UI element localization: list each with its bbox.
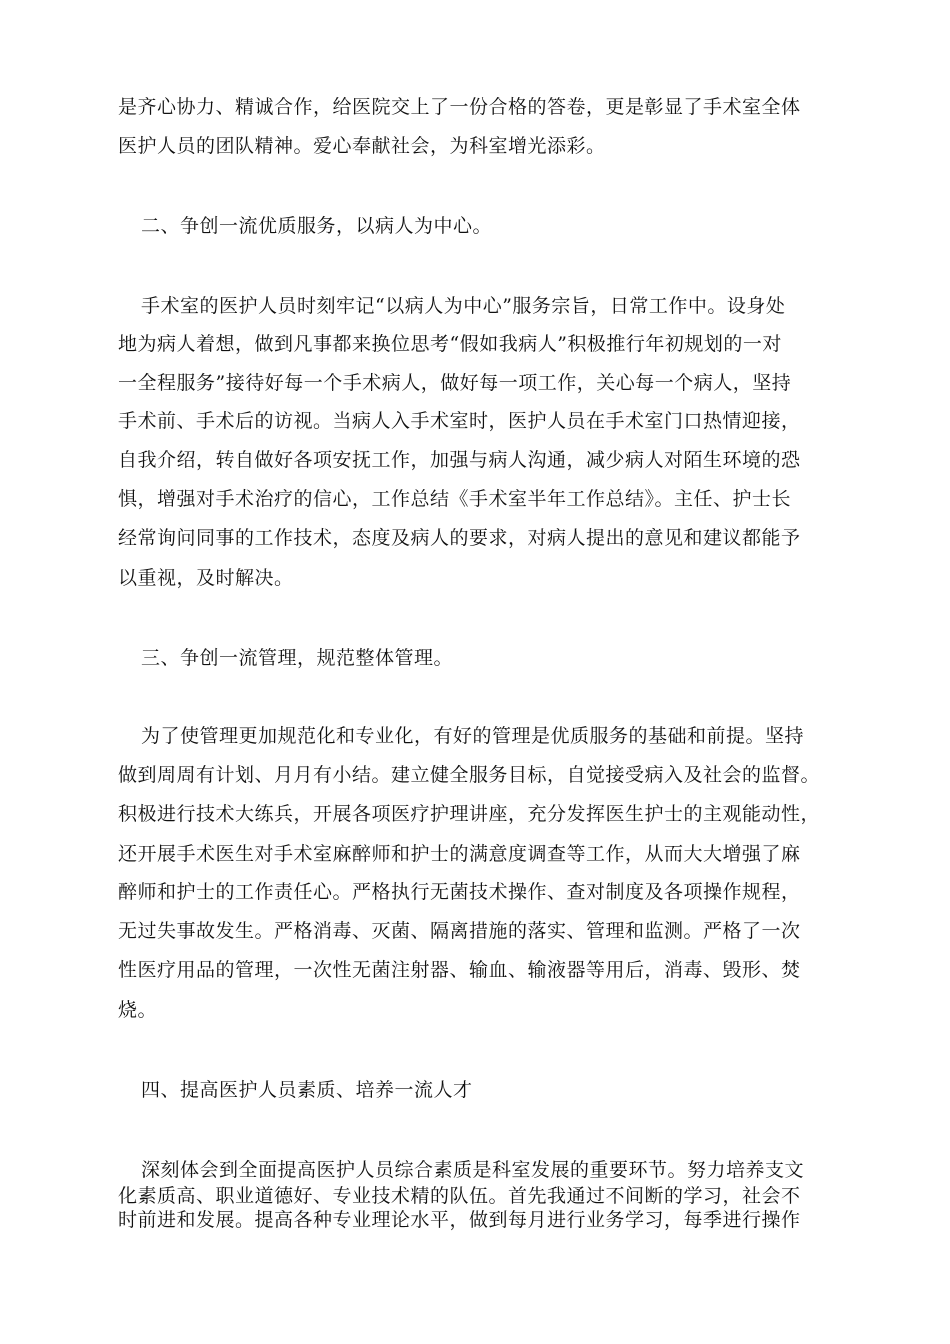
body-text-line: 积极进行技术大练兵，开展各项医疗护理讲座，充分发挥医生护士的主观能动性， — [118, 803, 821, 825]
body-text-line: 性医疗用品的管理，一次性无菌注射器、输血、输液器等用后，消毒、毁形、焚 — [118, 959, 801, 981]
body-text-line: 做到周周有计划、月月有小结。建立健全服务目标，自觉接受病入及社会的监督。 — [118, 764, 821, 786]
section-heading: 四、提高医护人员素质、培养一流人才 — [141, 1079, 473, 1101]
body-text-line: 经常询问同事的工作技术，态度及病人的要求，对病人提出的意见和建议都能予 — [118, 527, 801, 549]
body-text-line: 医护人员的团队精神。爱心奉献社会，为科室增光添彩。 — [118, 135, 606, 157]
section-heading: 二、争创一流优质服务，以病人为中心。 — [141, 215, 493, 237]
body-text-line: 自我介绍，转自做好各项安抚工作，加强与病人沟通，减少病人对陌生环境的恐 — [118, 449, 801, 471]
body-text-line: 是齐心协力、精诚合作，给医院交上了一份合格的答卷，更是彰显了手术室全体 — [118, 96, 801, 118]
section-heading: 三、争创一流管理，规范整体管理。 — [141, 647, 454, 669]
body-text-line: 无过失事故发生。严格消毒、灭菌、隔离措施的落实、管理和监测。严格了一次 — [118, 920, 801, 942]
body-text-line: 深刻体会到全面提高医护人员综合素质是科室发展的重要环节。努力培养支文 — [141, 1159, 805, 1181]
body-text-line: 还开展手术医生对手术室麻醉师和护士的满意度调查等工作，从而大大增强了麻 — [118, 843, 801, 865]
body-text-line: 烧。 — [118, 999, 158, 1021]
body-text-line: 以重视，及时解决。 — [118, 567, 294, 589]
body-text-line: 为了使管理更加规范化和专业化，有好的管理是优质服务的基础和前提。坚持 — [141, 725, 805, 747]
body-text-line: 醉师和护士的工作责任心。严格执行无菌技术操作、查对制度及各项操作规程， — [118, 881, 801, 903]
body-text-line: 手术室的医护人员时刻牢记“以病人为中心”服务宗旨，日常工作中。设身处 — [141, 295, 786, 317]
body-text-line: 地为病人着想，做到凡事都来换位思考“假如我病人”积极推行年初规划的一对 — [118, 333, 782, 355]
body-text-line: 手术前、手术后的访视。当病人入手术室时，医护人员在手术室门口热情迎接， — [118, 410, 801, 432]
body-text-line: 一全程服务”接待好每一个手术病人，做好每一项工作，关心每一个病人，坚持 — [118, 372, 792, 394]
body-text-line: 时前进和发展。提高各种专业理论水平，做到每月进行业务学习，每季进行操作 — [118, 1209, 801, 1231]
body-text-line: 化素质高、职业道德好、专业技术精的队伍。首先我通过不间断的学习，社会不 — [118, 1185, 801, 1207]
body-text-line: 惧，增强对手术治疗的信心，工作总结《手术室半年工作总结》。主任、护士长 — [118, 488, 792, 510]
